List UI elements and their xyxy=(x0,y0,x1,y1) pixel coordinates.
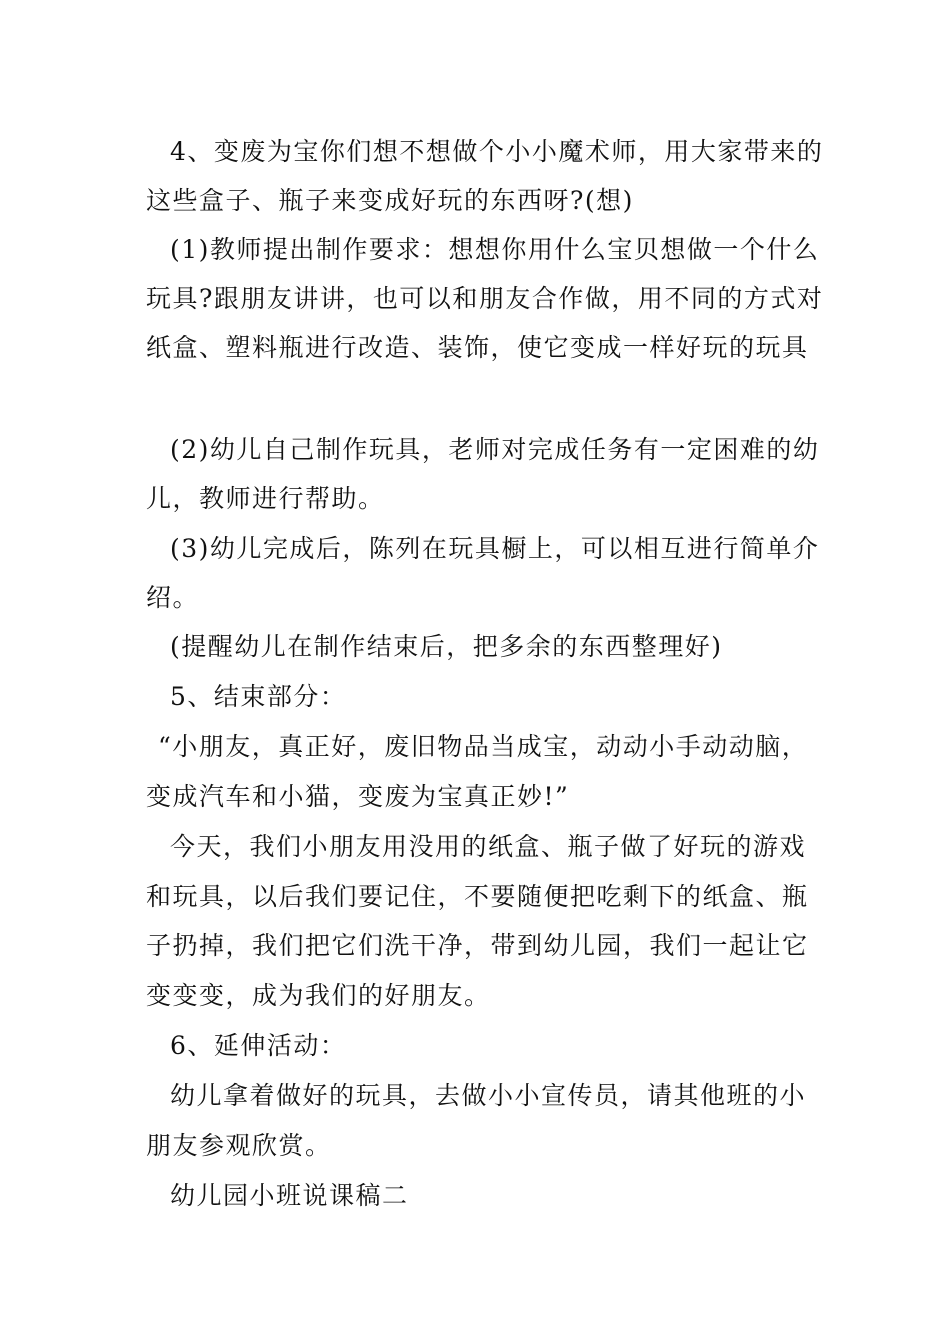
paragraph-line: 绍。 xyxy=(146,583,200,612)
paragraph-line: 变变变，成为我们的好朋友。 xyxy=(146,981,491,1010)
paragraph-line: (提醒幼儿在制作结束后，把多余的东西整理好) xyxy=(170,632,723,661)
paragraph-line: 儿，教师进行帮助。 xyxy=(146,484,385,513)
paragraph-line: 和玩具，以后我们要记住，不要随便把吃剩下的纸盒、瓶 xyxy=(146,882,809,911)
paragraph-line: (1)教师提出制作要求：想想你用什么宝贝想做一个什么 xyxy=(170,235,820,264)
section-heading: 5、结束部分： xyxy=(170,682,347,711)
paragraph-line: (2)幼儿自己制作玩具，老师对完成任务有一定困难的幼 xyxy=(170,435,820,464)
document-title: 幼儿园小班说课稿二 xyxy=(170,1181,409,1210)
paragraph-line: “小朋友，真正好，废旧物品当成宝，动动小手动动脑， xyxy=(158,732,809,761)
paragraph-line: 变成汽车和小猫，变废为宝真正妙!” xyxy=(146,782,570,811)
paragraph-line: 4、变废为宝你们想不想做个小小魔术师，用大家带来的 xyxy=(170,137,824,166)
paragraph-line: 今天，我们小朋友用没用的纸盒、瓶子做了好玩的游戏 xyxy=(170,832,807,861)
paragraph-line: (3)幼儿完成后，陈列在玩具橱上，可以相互进行简单介 xyxy=(170,534,820,563)
section-heading: 6、延伸活动： xyxy=(170,1031,347,1060)
paragraph-line: 玩具?跟朋友讲讲，也可以和朋友合作做，用不同的方式对 xyxy=(146,284,824,313)
paragraph-line: 这些盒子、瓶子来变成好玩的东西呀?(想) xyxy=(146,186,634,215)
paragraph-line: 子扔掉，我们把它们洗干净，带到幼儿园，我们一起让它 xyxy=(146,931,809,960)
paragraph-line: 幼儿拿着做好的玩具，去做小小宣传员，请其他班的小 xyxy=(170,1081,807,1110)
paragraph-line: 朋友参观欣赏。 xyxy=(146,1131,332,1160)
paragraph-line: 纸盒、塑料瓶进行改造、装饰，使它变成一样好玩的玩具 xyxy=(146,333,809,362)
